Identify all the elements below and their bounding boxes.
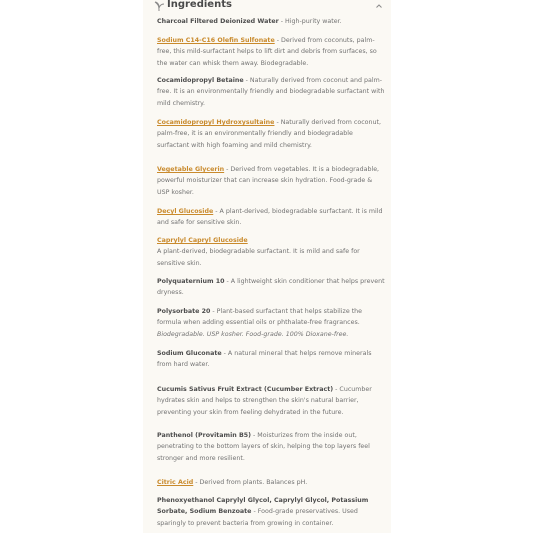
ingredient-link[interactable]: Vegetable Glycerin: [157, 166, 225, 173]
ingredient-item: [157, 117, 385, 151]
ingredient-desc: - Plant-based surfactant that helps stabilize the formula when adding essential oils or phthalate-free fragrances.: [157, 308, 363, 327]
leaf-icon: [153, 0, 165, 12]
ingredients-header[interactable]: [143, 0, 391, 14]
ingredient-desc: - A plant-derived, biodegradable surfactant. It is mild and safe for sensitive skin.: [157, 208, 383, 227]
ingredient-name: Phenoxyethanol Caprylyl Glycol, Caprylyl Glycol, Potassium Sorbate, Sodium Benzoate: [157, 497, 369, 516]
ingredient-desc: - Naturally derived from coconut, palm-free, it is an environmentally friendly and biodegradable surfactant with high foaming and mild chemistry.: [157, 119, 381, 149]
ingredient-link[interactable]: Cocamidopropyl Hydroxysultaine: [157, 119, 275, 126]
ingredient-desc: - High-purity water.: [278, 18, 342, 25]
ingredient-item: [157, 16, 385, 27]
ingredient-name: Sodium Gluconate: [157, 350, 222, 357]
ingredient-item: [157, 35, 385, 69]
section-title: Ingredients: [167, 0, 232, 10]
ingredient-link[interactable]: Decyl Glucoside: [157, 208, 214, 215]
ingredient-name: Polysorbate 20: [157, 308, 211, 315]
ingredient-item: [157, 75, 385, 109]
ingredient-desc: - Cucumber hydrates skin and helps to strengthen the skin's natural barrier, preventing your skin from feeling dehydrated in the future.: [157, 386, 372, 416]
ingredient-desc-italic: Biodegradable. USP kosher. Food-grade. 100% Dioxane-free.: [157, 330, 349, 338]
ingredient-item: [157, 348, 385, 371]
ingredient-item: [157, 276, 385, 299]
ingredient-item: [157, 235, 385, 269]
ingredient-desc: A plant-derived, biodegradable surfactant. It is mild and safe for sensitive skin.: [157, 248, 360, 267]
ingredient-link[interactable]: Sodium C14-C16 Olefin Sulfonate: [157, 37, 275, 44]
ingredient-link[interactable]: Caprylyl Capryl Glucoside: [157, 237, 248, 244]
ingredient-item: [157, 164, 385, 198]
ingredient-item: [157, 206, 385, 229]
ingredient-name: Polyquaternium 10: [157, 278, 225, 285]
chevron-up-icon[interactable]: [375, 2, 383, 10]
ingredient-item: [157, 306, 385, 340]
ingredient-item: [157, 384, 385, 418]
ingredient-name: Panthenol (Provitamin B5): [157, 432, 252, 439]
ingredient-name: Cucumis Sativus Fruit Extract (Cucumber Extract): [157, 386, 334, 393]
ingredient-link[interactable]: Citric Acid: [157, 479, 194, 486]
ingredients-panel: [143, 0, 391, 533]
ingredient-name: Charcoal Filtered Deionized Water: [157, 18, 279, 25]
ingredient-name: Cocamidopropyl Betaine: [157, 77, 244, 84]
ingredient-item: [157, 430, 385, 464]
ingredient-desc: - A natural mineral that helps remove minerals from hard water.: [157, 350, 372, 369]
ingredient-desc: - Derived from coconuts, palm-free, this mild-surfactant helps to lift dirt and debris from surfaces, so the water can whisk them away. Biodegradable.: [157, 37, 377, 67]
ingredient-desc: - A lightweight skin conditioner that helps prevent dryness.: [157, 278, 385, 297]
ingredient-desc: - Derived from vegetables. It is a biodegradable, powerful moisturizer that can increase skin hydration. Food-grade & USP kosher.: [157, 166, 380, 196]
ingredient-item: [157, 477, 385, 488]
ingredient-item: [157, 495, 385, 529]
ingredient-desc: - Derived from plants. Balances pH.: [193, 479, 308, 486]
ingredient-desc: - Moisturizes from the inside out, penetrating to the bottom layers of skin, helping the top layers feel stronger and more resilient.: [157, 432, 370, 462]
ingredient-desc: - Food-grade preservatives. Used sparingly to prevent bacteria from growing in container.: [157, 508, 358, 527]
ingredient-desc: - Naturally derived from coconut and palm-free. It is an environmentally friendly and biodegradable surfactant with mild chemistry.: [157, 77, 385, 107]
